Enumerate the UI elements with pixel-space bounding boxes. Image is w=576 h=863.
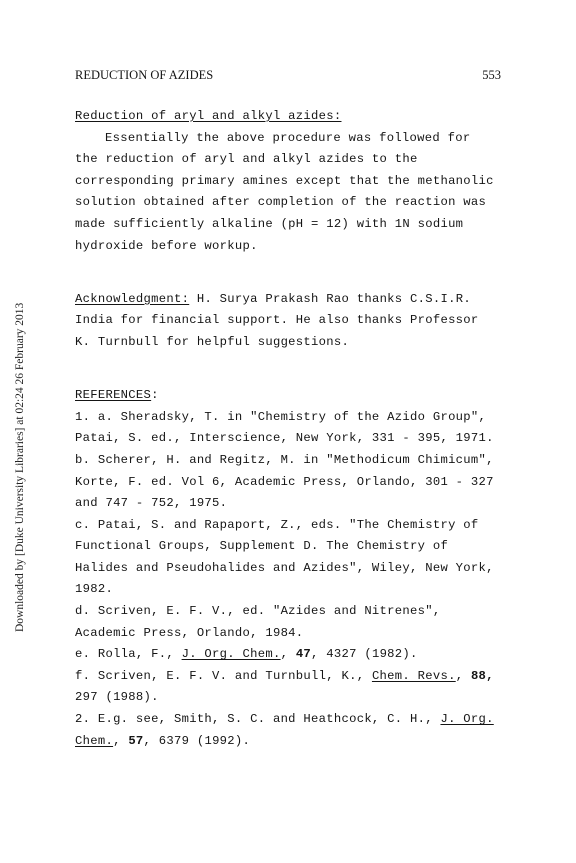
section-heading-reduction: Reduction of aryl and alkyl azides: [75, 109, 342, 123]
reference-line: e. Rolla, F., J. Org. Chem., 47, 4327 (1982). [75, 647, 418, 662]
reference-line: Academic Press, Orlando, 1984. [75, 625, 304, 640]
acknowledgment-line: Acknowledgment: H. Surya Prakash Rao thanks C.S.I.R. [75, 291, 471, 306]
acknowledgment-line: India for financial support. He also thanks Professor [75, 313, 479, 328]
acknowledgment-line: K. Turnbull for helpful suggestions. [75, 334, 350, 349]
running-title: REDUCTION OF AZIDES [75, 68, 214, 82]
volume-number: 47 [295, 647, 312, 662]
reference-line: 2. E.g. see, Smith, S. C. and Heathcock, C. H., J. Org. [75, 712, 494, 727]
reference-line: f. Scriven, E. F. V. and Turnbull, K., Chem. Revs., 88, [75, 668, 494, 683]
volume-number: 88, [470, 668, 494, 683]
paragraph-line: solution obtained after completion of the reaction was [75, 195, 487, 210]
reference-line: Chem., 57, 6379 (1992). [75, 733, 251, 748]
paragraph-line: corresponding primary amines except that the methanolic [75, 173, 494, 188]
paragraph-line: hydroxide before workup. [75, 238, 258, 253]
reference-line: 1. a. Sheradsky, T. in "Chemistry of the Azido Group", [75, 409, 487, 424]
paragraph-line: the reduction of aryl and alkyl azides to the [75, 152, 418, 167]
reference-line: d. Scriven, E. F. V., ed. "Azides and Nitrenes", [75, 604, 441, 619]
reference-line: Functional Groups, Supplement D. The Chemistry of [75, 539, 449, 554]
reference-line: 1982. [75, 582, 114, 597]
reference-line: Halides and Pseudohalides and Azides", Wiley, New York, [75, 560, 494, 575]
journal-abbrev: J. Org. Chem. [181, 647, 281, 662]
download-watermark: Downloaded by [Duke University Libraries] at 02:24 26 February 2013 [14, 302, 26, 632]
journal-abbrev: J. Org. [440, 712, 494, 727]
reference-line: c. Patai, S. and Rapaport, Z., eds. "The Chemistry of [75, 517, 479, 532]
reference-line: Korte, F. ed. Vol 6, Academic Press, Orlando, 301 - 327 [75, 474, 494, 489]
acknowledgment-label: Acknowledgment: [75, 291, 190, 306]
journal-abbrev: Chem. [75, 733, 114, 748]
reference-line: 297 (1988). [75, 690, 159, 705]
page-body [75, 106, 503, 752]
paragraph-line: Essentially the above procedure was followed for [105, 130, 471, 145]
reference-line: b. Scherer, H. and Regitz, M. in "Methodicum Chimicum", [75, 452, 494, 467]
references-heading: REFERENCES: [75, 388, 159, 403]
reference-line: Patai, S. ed., Interscience, New York, 331 - 395, 1971. [75, 431, 494, 446]
journal-abbrev: Chem. Revs. [371, 668, 456, 683]
volume-number: 57 [128, 733, 144, 748]
running-header [75, 68, 501, 86]
paragraph-line: made sufficiently alkaline (pH = 12) with 1N sodium [75, 216, 464, 231]
reference-line: and 747 - 752, 1975. [75, 496, 228, 511]
page-number: 553 [482, 68, 501, 82]
